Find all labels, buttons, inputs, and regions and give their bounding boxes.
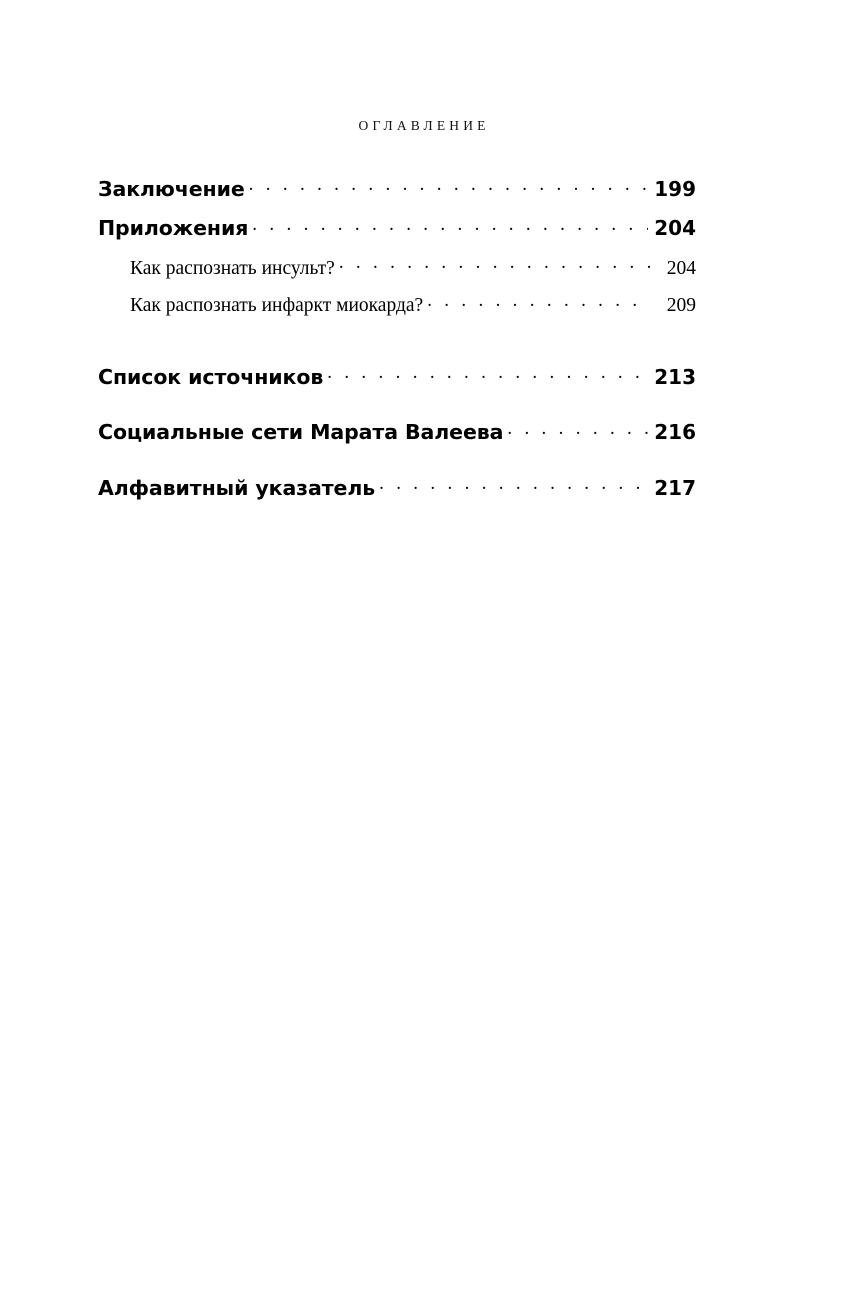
running-head: ОГЛАВЛЕНИЕ: [358, 118, 490, 133]
toc-entry-zaklyuchenie[interactable]: [98, 175, 696, 201]
toc-leader-dots: [339, 254, 650, 274]
toc-entry-page: 204: [654, 216, 696, 240]
toc-leader-dots: [252, 215, 648, 236]
toc-leader-dots: [249, 175, 648, 196]
toc-entry-page: 209: [666, 295, 696, 316]
toc-entry-title: Приложения: [98, 216, 249, 240]
toc-entry-page: 199: [654, 176, 696, 201]
toc-entry-page: 217: [654, 475, 696, 500]
toc-entry-title: Как распознать инсульт?: [130, 257, 335, 279]
toc-leader-dots: [507, 419, 648, 440]
table-of-contents: [98, 175, 696, 526]
toc-entry-title: Заключение: [98, 176, 245, 201]
toc-leader-dots: [379, 474, 648, 495]
toc-entry-title: Список источников: [98, 364, 324, 389]
toc-entry-page: 213: [654, 364, 696, 389]
toc-leader-dots: [327, 363, 648, 384]
toc-entry-title: Как распознать инфаркт миокарда?: [130, 295, 424, 316]
toc-entry-prilozheniya[interactable]: [98, 215, 696, 241]
toc-entry-page: 216: [654, 420, 696, 444]
toc-entry-page: 204: [666, 257, 696, 279]
toc-subentry-kak-raspoznat-insult[interactable]: [130, 254, 696, 280]
toc-entry-alfavitnyy-ukazatel[interactable]: [98, 474, 696, 500]
toc-entry-socialnye-seti[interactable]: [98, 419, 696, 445]
toc-entry-title: Социальные сети Марата Валеева: [98, 420, 504, 444]
toc-subentry-kak-raspoznat-infarkt[interactable]: [130, 292, 696, 318]
toc-leader-dots: [427, 292, 650, 312]
toc-entry-title: Алфавитный указатель: [98, 475, 376, 500]
toc-entry-spisok-istochnikov[interactable]: [98, 363, 696, 389]
